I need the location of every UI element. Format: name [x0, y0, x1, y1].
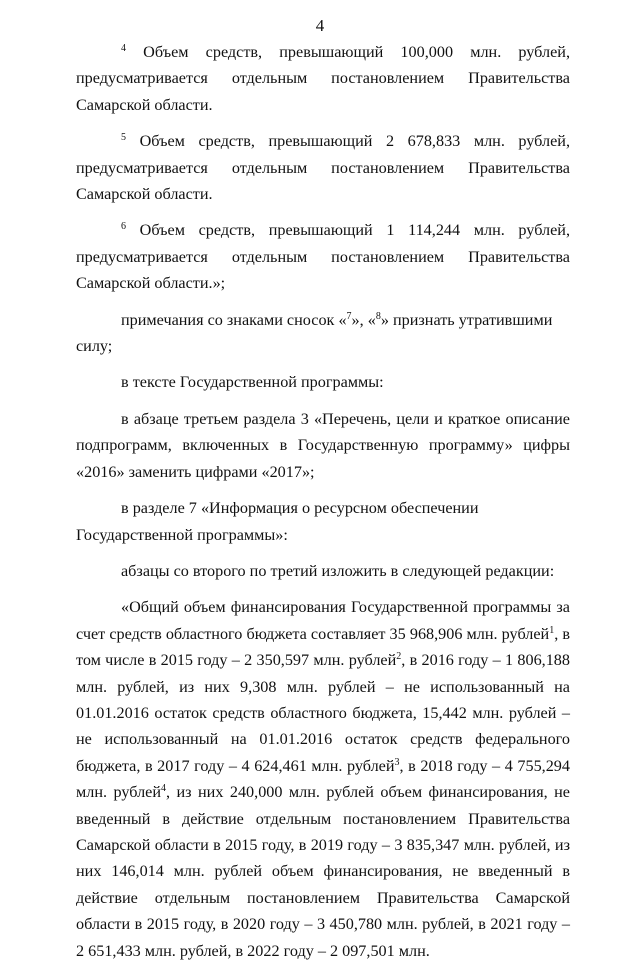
- document-body: [76, 39, 570, 964]
- footnote-6: [76, 217, 570, 296]
- paragraph-financing: [76, 594, 570, 964]
- paragraph-section-3: в абзаце третьем раздела 3 «Перечень, цели и краткое описание подпрограмм, включенных в Государственную программу» цифры «2016» заменить цифрами «2017»;: [76, 409, 570, 481]
- footnote-text: Объем средств, превышающий 2 678,833 млн. рублей, предусматривается отдельным постановлением Правительства Самарской области.: [76, 132, 570, 204]
- footnote-mark: 6: [121, 221, 126, 233]
- text-fragment: , в 2016 году – 1 806,188 млн. рублей, из них 9,308 млн. рублей – не использованный на 01.01.2016 остаток средств областного бюджета, 15,442 млн. рублей – не использованный на 01.01.2016 остаток средств федерального бюджета, в 2017 году – 4 624,461 млн. рублей: [76, 651, 570, 775]
- text-fragment: примечания со знаками сносок «: [121, 310, 347, 329]
- footnote-mark: 1: [549, 624, 555, 636]
- text-fragment: , в том числе в 2015 году – 2 350,597 млн. рублей: [76, 624, 570, 670]
- footnote-mark: 4: [121, 43, 126, 54]
- footnote-mark: 3: [394, 756, 400, 768]
- footnote-mark: 4: [161, 783, 166, 795]
- paragraph-program-text: в тексте Государственной программы:: [121, 373, 384, 392]
- paragraph-section-7: в разделе 7 «Информация о ресурсном обеспечении Государственной программы»:: [76, 499, 479, 544]
- footnote-mark: 7: [346, 310, 352, 322]
- text-fragment: », «: [351, 310, 376, 329]
- footnote-text: Объем средств, превышающий 100,000 млн. рублей, предусматривается отдельным постановлением Правительства Самарской области.: [76, 43, 570, 114]
- page-number: 4: [315, 16, 325, 35]
- footnote-mark: 2: [396, 651, 402, 663]
- text-fragment: , в 2018 году – 4 755,294 млн. рублей: [76, 756, 570, 802]
- text-fragment: » признать утратившими силу;: [76, 310, 553, 356]
- paragraph-notes-repeal: [76, 307, 570, 360]
- text-fragment: «Общий объем финансирования Государственной программы за счет средств областного бюджета составляет 35 968,906 млн. рублей: [76, 598, 570, 643]
- footnote-4: [76, 39, 570, 118]
- footnote-5: [76, 128, 570, 207]
- footnote-mark: 8: [375, 310, 381, 322]
- text-fragment: , из них 240,000 млн. рублей объем финансирования, не введенный в действие отдельным постановлением Правительства Самарской области в 2015 году, в 2019 году – 3 835,347 млн. рублей, из них 146,014 млн. рублей объем финансирования, не введенный в действие отдельным постановлением Правительства Самарской области в 2015 году, в 2020 году – 3 450,780 млн. рублей, в 2021 году – 2 651,433 млн. рублей, в 2022 году – 2 097,501 млн.: [76, 783, 570, 960]
- footnote-mark: 5: [121, 132, 126, 144]
- paragraph-replace-instruction: абзацы со второго по третий изложить в следующей редакции:: [121, 561, 555, 580]
- footnote-text: Объем средств, превышающий 1 114,244 млн. рублей, предусматривается отдельным постановлением Правительства Самарской области.»;: [76, 221, 570, 293]
